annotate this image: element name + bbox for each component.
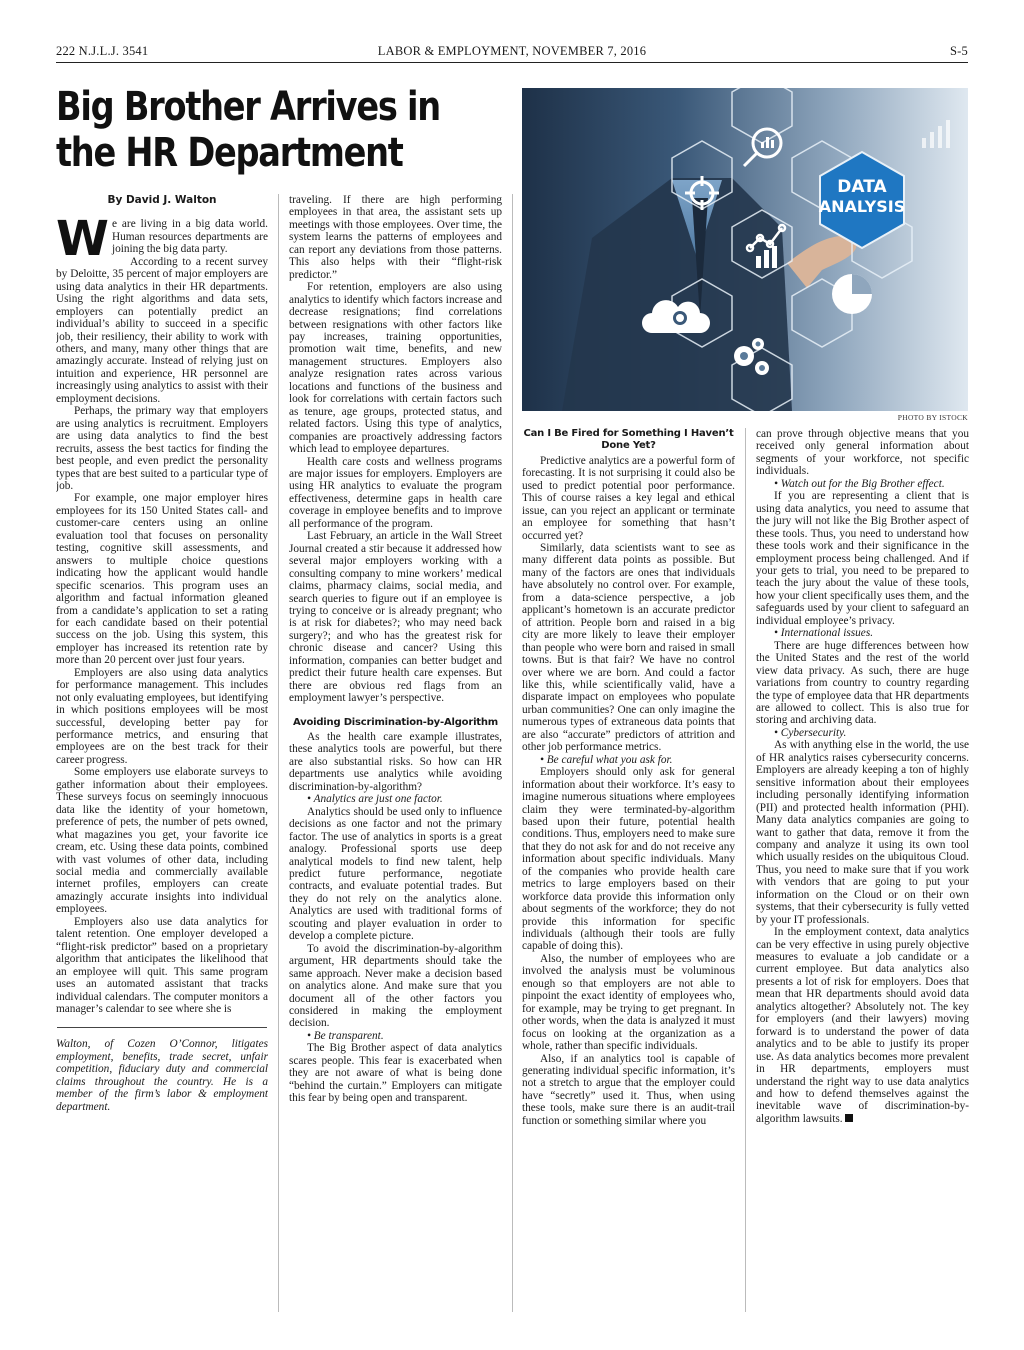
photo-credit: PHOTO BY ISTOCK bbox=[897, 413, 968, 422]
paragraph: Employers also use data analytics for talent retention. One employer developed a “flight-risk predictor” based on a proprietary algorithm that anticipates the likelihood that an employee will quit. This same program uses an automated assistant that tracks individual calendars. The computer monitors a manager’s calendar to see where she is bbox=[56, 915, 268, 1015]
paragraph: can prove through objective means that you received only general information about segments of your workforce, not specific individuals. bbox=[756, 428, 969, 478]
page-number: S-5 bbox=[950, 44, 968, 58]
paragraph: For retention, employers are also using analytics to identify which factors increase and decrease resignations; find correlations between resignations with other factors like pay increases, training opportunities, promotion wait time, benefits, and new management structures. Employers also analyze resignation rates across various locations and functions of the business and look for correlations with certain factors such as tenure, age groups, protected status, and related factors. Using this type of analytics, companies are proactively addressing factors which lead to employee departures. bbox=[289, 281, 502, 456]
data-analysis-photo bbox=[522, 88, 968, 411]
paragraph: Analytics should be used only to influence decisions as one factor and not the primary factor. The use of analytics in sports is a great analogy. Professional sports use deep analytical models to find new talent, help predict future performance, negotiate contracts, and evaluate potential trades. But they do not rely on the analytics alone. Analytics are used with traditional forms of scouting and player evaluation in order to develop a complete picture. bbox=[289, 805, 502, 943]
column-rule bbox=[278, 194, 279, 1312]
column-rule bbox=[745, 428, 746, 1312]
paragraph: In the employment context, data analytics can be very effective in using purely objective measures to evaluate a job candidate or a current employee. But data analytics also presents a lot of risk for employers. Does that mean that HR departments should avoid data analytics altogether? Absolutely not. The key for employers (and their lawyers) moving forward is to understand the power of data analytics and to be able to justify its proper use. As data analytics becomes more prevalent in HR departments, employers must understand the right way to use data analytics and how to defend themselves against the inevitable wave of discrimination-by-algorithm lawsuits. bbox=[756, 926, 969, 1125]
photo-label-data: DATA bbox=[837, 177, 887, 197]
bullet-heading: • Analytics are just one factor. bbox=[307, 793, 443, 806]
paragraph: Predictive analytics are a powerful form of forecasting. It is not surprising it could also be used to predict potential poor performance. This of course raises a key legal and ethical issue, can you reject an applicant or terminate an employee for something that hasn’t occurred yet? bbox=[522, 454, 735, 542]
citation: 222 N.J.L.J. 3541 bbox=[56, 44, 149, 58]
paragraph: As with anything else in the world, the use of HR analytics raises cybersecurity concerns. Employers are already keeping a ton of highly sensitive information about their employees including personally identifying information (PII) and protected health information (PHI). Many data analytics companies are going to want to gather that data, remove it from the company and analyze it using its own tool which usually resides on the ubiquitous Cloud. Thus, you need to make sure that if you work with vendors that are going to put your information on the Cloud or on their own systems, that their cybersecurity is fully vetted by your IT professionals. bbox=[756, 739, 969, 926]
paragraph: As the health care example illustrates, these analytics tools are powerful, but there are also substantial risks. So how can HR departments use analytics while avoiding discrimination-by-algorithm? bbox=[289, 730, 502, 793]
paragraph: Some employers use elaborate surveys to gather information about their employees. These surveys focus on seemingly innocuous data like the identity of your hometown, preference of pets, the number of pets owned, what magazines you get, your favorite ice cream, etc. Using these data points, combined with vast volumes of other data, including social media and commercially available internet profiles, employers can create amazingly accurate insights into individual employees. bbox=[56, 766, 268, 916]
column-3 bbox=[522, 428, 735, 1328]
paragraph: To avoid the discrimination-by-algorithm argument, HR departments should take the same approach. Never make a decision based on analytics alone. And make sure that you document all of the other factors you considered in making the employment decision. bbox=[289, 942, 502, 1030]
subhead-discrimination: Avoiding Discrimination-by-Algorithm bbox=[292, 716, 499, 728]
drop-cap: W bbox=[56, 211, 109, 268]
paragraph: We are living in a big data world. Human resources departments are joining the big data party. bbox=[56, 211, 268, 268]
paragraph: If you are representing a client that is using data analytics, you need to assume that the jury will not like the Big Brother aspect of these tools. Thus, you need to understand how these tools work and their significance in the employment process being challenged. And if your gets to trial, you need to be prepared to teach the jury about the value of these tools, how your client specifically uses them, and the safeguards used by your client to safeguard an individual employee’s privacy. bbox=[756, 490, 969, 627]
byline: By David J. Walton bbox=[107, 194, 217, 206]
paragraph: Last February, an article in the Wall Street Journal created a stir because it addressed how several major employers working with a consulting company to mine workers’ medical claims, pharmacy claims, social media, and search queries to figure out if an employee is trying to conceive or is already pregnant; who is at risk for diabetes?; who may need back surgery?; and who has the greatest risk for chronic disease and cancer? Using this information, companies can better budget and predict their future health care expenses. But there are obvious red flags from an employment lawyer’s perspective. bbox=[289, 530, 502, 705]
header-rule bbox=[56, 62, 968, 63]
pie-chart-icon bbox=[832, 274, 872, 314]
column-2 bbox=[289, 194, 502, 1314]
column-rule bbox=[512, 194, 513, 1312]
end-mark bbox=[845, 1114, 853, 1122]
bullet-heading: • Cybersecurity. bbox=[774, 726, 847, 739]
paragraph: Similarly, data scientists want to see as many different data points as possible. But many of the factors are ones that individuals have absolutely no control over. For example, from a data-science perspective, a job applicant’s hometown is an accurate predictor of attrition. People born and raised in a big city are more likely to leave their employer than people who were born and raised in small towns. But is that fair? We have no control over where we are born. And could a factor like this, while scientifically valid, have a disparate impact on employees who populate urban communities? One can only imagine the numerous types of extraneous data points that are also “accurate” predictors of attrition and other job performance metrics. bbox=[522, 541, 735, 754]
bio-divider bbox=[57, 1027, 267, 1028]
paragraph: The Big Brother aspect of data analytics scares people. This fear is exacerbated when they are not aware of what is being done “behind the curtain.” Employers can mitigate this fear by being open and transparent. bbox=[289, 1042, 502, 1105]
bullet-heading: • Watch out for the Big Brother effect. bbox=[774, 477, 945, 490]
paragraph: traveling. If there are high performing employees in that area, the assistant sets up meetings with those employees. Over time, the system learns the patterns of employees and can report any deviations from those patterns. This also helps with their “flight-risk predictor.” bbox=[289, 194, 502, 281]
running-header bbox=[56, 44, 968, 60]
bullet-heading: • Be transparent. bbox=[307, 1029, 384, 1042]
headline: Big Brother Arrives in the HR Department bbox=[56, 84, 440, 176]
subhead-fired: Can I Be Fired for Something I Haven’t Done Yet? bbox=[523, 428, 734, 452]
column-4 bbox=[756, 428, 969, 1328]
paragraph: Perhaps, the primary way that employers are using analytics is recruitment. Employers are using data analytics to find the best recruits, assess the best tactics for finding the best people, and even predict the personality types that are best suited to a particular type of job. bbox=[56, 405, 268, 492]
paragraph: Employers should only ask for general information about their workforce. It’s easy to imagine numerous situations where employees claim they were terminated-by-algorithm based upon their future, potential health conditions. Thus, employers need to make sure that they do not ask for and do not receive any information about specific individuals. Many of the companies who provide health care metrics to large employers based on their workforce data provide this information only about segments of the workforce; they do not provide this information for specific individuals (although their tools are fully capable of doing this). bbox=[522, 766, 735, 953]
author-bio: Walton, of Cozen O’Connor, litigates employment, benefits, trade secret, unfair competition, fiduciary duty and commercial claims throughout the country. He is a member of the firm’s labor & employment department. bbox=[56, 1038, 268, 1113]
paragraph: Health care costs and wellness programs are major issues for employers. Employers are using HR analytics to evaluate the program effectiveness, determine gaps in health care coverage in employee benefits and to improve all performance of the program. bbox=[289, 455, 502, 530]
paragraph: Also, the number of employees who are involved the analysis must be voluminous enough so that employers are not able to pinpoint the exact identity of employees who, for example, may be trying to get pregnant. In other words, when the data is analyzed it must focus on looking at the organization as a whole, rather than specific individuals. bbox=[522, 952, 735, 1053]
paragraph: For example, one major employer hires employees for its 150 United States call- and customer-care centers using an online evaluation tool that focuses on personality testing, cognitive skill assessments, and answers to multiple choice questions indicating how the applicant would handle specific scenarios. This program uses an algorithm and factual information gleaned from a candidate’s application to set a rating for each candidate based on their potential success on the job. Using this system, this employer has increased its retention rate by more than 20 percent over just four years. bbox=[56, 492, 268, 667]
bullet-heading: • Be careful what you ask for. bbox=[540, 753, 673, 766]
column-1 bbox=[56, 194, 268, 1314]
paragraph: Employers are also using data analytics for performance management. This includes not only evaluating employees, but identifying in which positions employees will be most successful, developing better pay for performance metrics, and ensuring that employees are on the best track for their career progress. bbox=[56, 666, 268, 766]
bullet-heading: • International issues. bbox=[774, 627, 874, 640]
paragraph: There are huge differences between how the United States and the rest of the world view data privacy. As such, there are huge variations from country to country regarding the type of employee data that HR departments are allowed to collect. This is also true for storing and archiving data. bbox=[756, 639, 969, 727]
paragraph: According to a recent survey by Deloitte, 35 percent of major employers are using data analytics in their HR departments. Using the right algorithms and data sets, employers can potentially predict an individual’s ability to succeed in a specific job, their resiliency, their ability to work with others, and many, many other things that are amazingly accurate. Instead of relying just on intuition and experience, HR personnel are increasingly using analytics to assist with their employment decisions. bbox=[56, 255, 268, 405]
section-date: LABOR & EMPLOYMENT, NOVEMBER 7, 2016 bbox=[377, 44, 647, 58]
photo-label-analysis: ANALYSIS bbox=[818, 197, 906, 216]
paragraph: Also, if an analytics tool is capable of generating individual specific information, it’s not a stretch to argue that the employer could have “secretly” used it. Thus, when using these tools, make sure there is an audit-trail function or something similar where you bbox=[522, 1052, 735, 1127]
